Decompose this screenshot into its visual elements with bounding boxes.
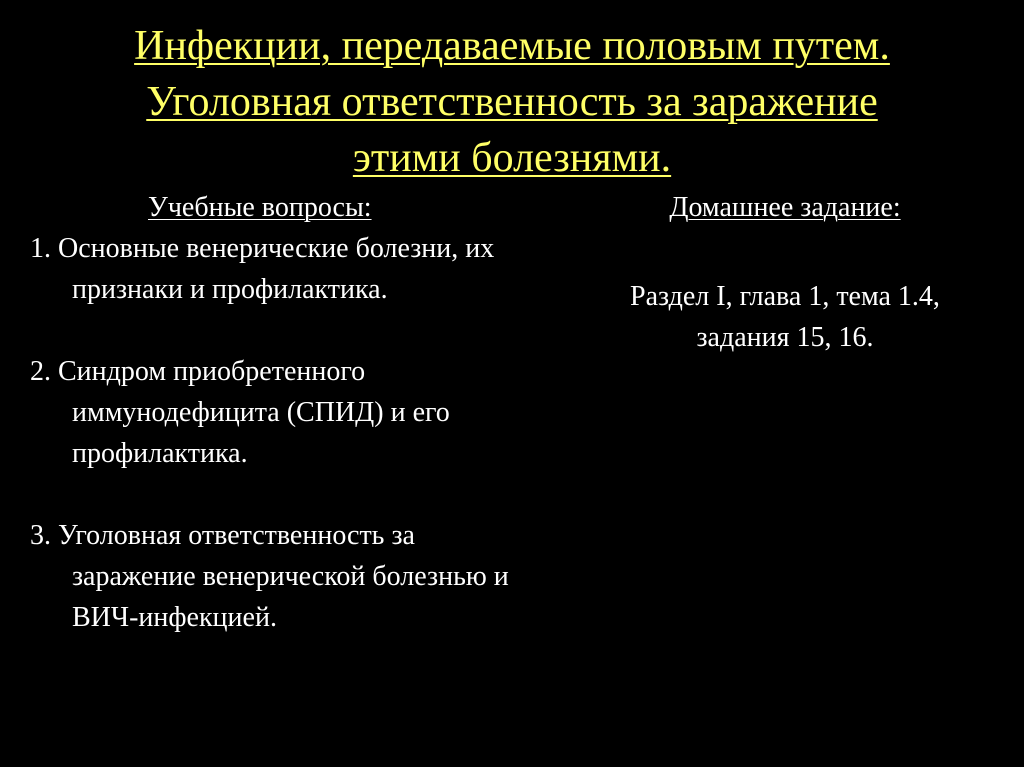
homework-header: Домашнее задание:: [669, 192, 901, 223]
title-line-3: этими болезнями.: [352, 135, 672, 181]
study-questions-column: [30, 188, 530, 679]
study-question-3: 3. Уголовная ответственность за заражение венерической болезнью и ВИЧ-инфекцией.: [30, 520, 509, 633]
study-questions-list: [30, 228, 530, 638]
homework-text: [560, 276, 1010, 358]
study-question-1: 1. Основные венерические болезни, их признаки и профилактика.: [30, 233, 495, 305]
study-question-2: 2. Синдром приобретенного иммунодефицита (СПИД) и его профилактика.: [30, 356, 450, 469]
homework-line-2: задания 15, 16.: [696, 322, 874, 353]
title-line-2: Уголовная ответственность за заражение: [146, 79, 878, 125]
study-questions-header: Учебные вопросы:: [148, 192, 372, 223]
slide-title: [40, 18, 984, 186]
homework-line-1: Раздел I, глава 1, тема 1.4,: [630, 281, 940, 312]
title-line-1: Инфекции, передаваемые половым путем.: [134, 23, 890, 69]
homework-column: [560, 188, 1010, 358]
